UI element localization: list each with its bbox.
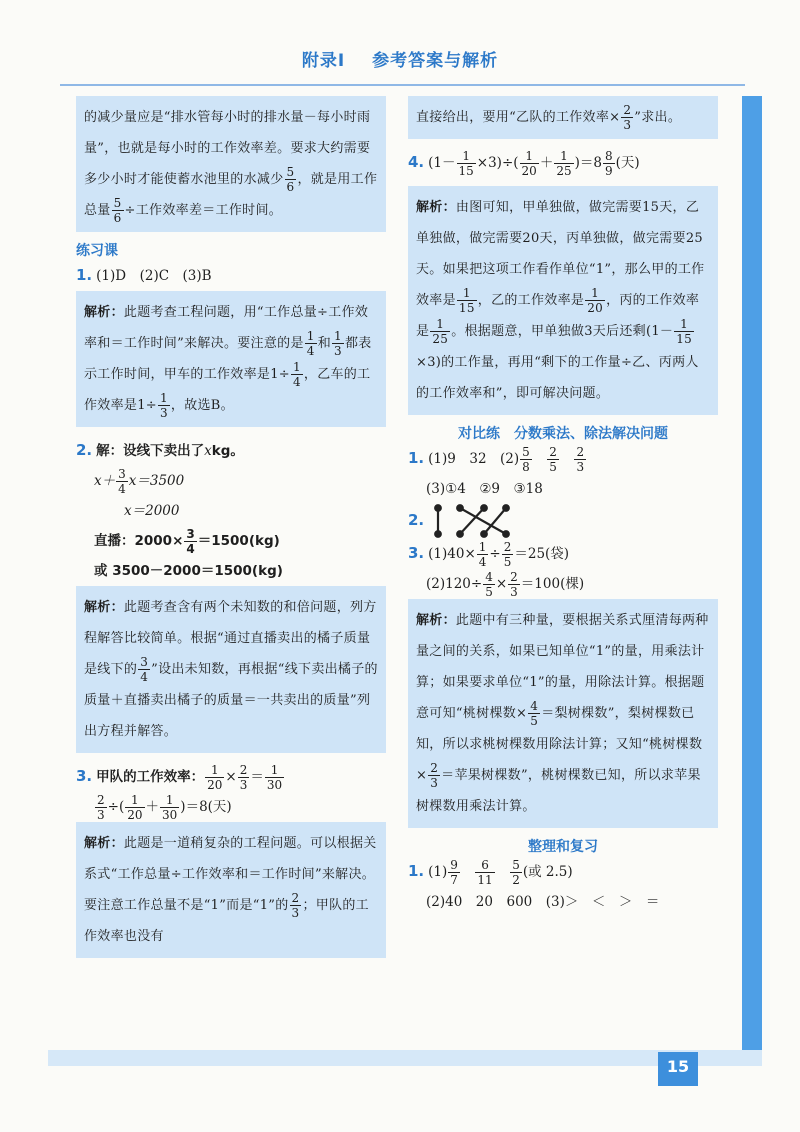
page-number: 15 xyxy=(658,1052,698,1086)
text: ，乙的工作效率是 xyxy=(477,293,585,308)
denominator: 3 xyxy=(334,344,342,358)
fraction xyxy=(508,570,520,599)
denominator: 20 xyxy=(521,164,537,178)
bottom-band xyxy=(48,1050,762,1066)
equation-line xyxy=(76,496,386,526)
text: (或 2.5) xyxy=(522,864,573,880)
denominator: 11 xyxy=(477,873,493,887)
text: 的减少量应是“排水管每小时的排水量－每小时雨量”，也就是每小时的工作效率差。要求大约需要多少小时才能使蓄水池里的水减少 xyxy=(84,110,371,187)
numerator: 2 xyxy=(291,891,300,905)
numerator: 1 xyxy=(457,286,477,301)
text: 直播：2000× xyxy=(94,533,184,549)
denominator: 8 xyxy=(522,460,530,474)
text: ×3)的工作量，再用“剩下的工作量÷乙、丙两人的工作效率和”，即可解决问题。 xyxy=(416,355,699,401)
numerator: 1 xyxy=(292,360,301,374)
fraction xyxy=(477,540,489,569)
analysis-label: 解析： xyxy=(416,200,456,215)
q1-analysis-box xyxy=(76,291,386,427)
text: (1) xyxy=(428,864,448,880)
section-title-practice: 练习课 xyxy=(76,243,118,259)
numerator: 5 xyxy=(522,445,530,459)
numerator: 1 xyxy=(554,149,573,164)
numerator: 2 xyxy=(623,103,632,117)
fraction xyxy=(483,570,495,599)
numerator: 6 xyxy=(475,858,494,873)
operator: × xyxy=(225,769,237,785)
text: ÷( xyxy=(107,799,125,815)
denominator: 3 xyxy=(97,808,105,822)
denominator: 7 xyxy=(450,873,458,887)
denominator: 30 xyxy=(266,778,283,792)
operator: ＋ xyxy=(539,155,554,171)
text: (1)9 32 (2) xyxy=(428,451,520,467)
fraction xyxy=(290,891,302,920)
analysis-label: 解析： xyxy=(84,600,124,615)
analysis-label: 解析： xyxy=(84,305,124,320)
answer-line: (3)①4 ②9 ③18 xyxy=(426,481,543,497)
q2-analysis-box xyxy=(76,586,386,753)
r1-answer xyxy=(408,856,718,917)
fraction xyxy=(603,149,615,178)
page-header xyxy=(0,46,800,71)
text: ＝25(袋) xyxy=(514,546,570,562)
numerator: 1 xyxy=(159,391,168,405)
denominator: 9 xyxy=(604,164,613,178)
fraction xyxy=(554,149,573,178)
fraction xyxy=(502,540,514,569)
text: ＝梨树棵数”，梨树棵数已知，所以求桃树棵数用除法计算；又知“桃树棵数× xyxy=(416,706,703,783)
numerator: 1 xyxy=(306,329,315,343)
variable: x xyxy=(204,443,212,459)
numerator: 1 xyxy=(430,317,450,332)
equation-line xyxy=(76,792,386,822)
denominator: 3 xyxy=(291,906,300,920)
c3-answer xyxy=(408,538,718,599)
numerator: 2 xyxy=(97,793,105,807)
question-number: 2. xyxy=(76,441,93,459)
text: (1－ xyxy=(428,155,456,171)
fraction xyxy=(112,196,124,225)
question-number: 3. xyxy=(76,767,93,785)
operator: ÷ xyxy=(489,546,501,562)
answer-line xyxy=(408,569,718,599)
section-title-comparison: 对比练 分数乘法、除法解决问题 xyxy=(458,426,668,442)
denominator: 15 xyxy=(458,301,475,315)
numerator: 3 xyxy=(118,467,126,481)
denominator: 15 xyxy=(458,164,474,178)
text: 由图可知，甲单独做，做完需要15天，乙单独做，做完需要20天，丙单独做，做完需要25天。如果把这项工作看作单位“1”，那么甲的工作效率是 xyxy=(416,200,705,308)
numerator: 2 xyxy=(549,445,557,459)
fraction xyxy=(430,317,450,346)
text: 解：设线下卖出了 xyxy=(96,443,205,459)
dot xyxy=(436,505,442,511)
numerator: 2 xyxy=(510,570,518,584)
text: )＝8(天) xyxy=(180,799,232,815)
numerator: 1 xyxy=(265,763,284,778)
numerator: 9 xyxy=(450,858,458,872)
text: ÷工作效率差＝工作时间。 xyxy=(124,203,283,218)
numerator: 1 xyxy=(160,793,179,808)
analysis-label: 解析： xyxy=(84,836,124,851)
right-top-box xyxy=(408,96,718,139)
answer-text: (1)D (2)C (3)B xyxy=(96,268,212,284)
numerator: 5 xyxy=(512,858,520,872)
q3-answer xyxy=(76,761,386,822)
numerator: 1 xyxy=(457,149,476,164)
text: 甲队的工作效率： xyxy=(96,769,205,785)
fraction xyxy=(621,103,633,132)
denominator: 30 xyxy=(162,808,178,822)
fraction xyxy=(116,467,128,496)
numerator: 1 xyxy=(125,793,144,808)
question-number: 3. xyxy=(408,544,425,562)
denominator: 5 xyxy=(549,460,557,474)
fraction xyxy=(475,858,494,887)
section-title-review: 整理和复习 xyxy=(528,839,598,855)
operator: × xyxy=(495,576,508,592)
numerator: 2 xyxy=(430,761,439,775)
c1-answer xyxy=(408,443,718,504)
denominator: 3 xyxy=(159,406,168,420)
text: ＝100(棵) xyxy=(520,576,585,592)
numerator: 1 xyxy=(478,540,487,554)
numerator: 5 xyxy=(286,165,295,179)
denominator: 6 xyxy=(113,211,122,225)
numerator: 5 xyxy=(113,196,122,210)
text: x＋ xyxy=(94,473,116,489)
numerator: 1 xyxy=(585,286,605,301)
text: 都表示工作时间，甲车的工作效率是1÷ xyxy=(84,336,372,382)
c3-analysis-box xyxy=(408,599,718,828)
fraction xyxy=(528,699,540,728)
text: x＝2000 xyxy=(124,503,180,519)
denominator: 4 xyxy=(306,344,315,358)
c2-answer xyxy=(408,504,718,538)
denominator: 3 xyxy=(623,118,632,132)
analysis-label: 解析： xyxy=(416,613,456,628)
denominator: 3 xyxy=(576,460,585,474)
equation-line xyxy=(76,526,386,556)
text: 。根据题意，甲单独做3天后还剩(1－ xyxy=(451,324,674,339)
text: x＝3500 xyxy=(128,473,185,489)
q3-analysis-box xyxy=(76,822,386,958)
denominator: 6 xyxy=(286,180,295,194)
numerator: 1 xyxy=(520,149,539,164)
q4-analysis-box xyxy=(408,186,718,415)
text: 此题考查工程问题，用“工作总量÷工作效率和＝工作时间”来解决。要注意的是 xyxy=(84,305,369,351)
fraction xyxy=(291,360,303,389)
denominator: 20 xyxy=(127,808,143,822)
text: ”求出。 xyxy=(634,110,682,125)
fraction xyxy=(520,445,532,474)
q4-answer xyxy=(408,147,718,178)
q2-answer xyxy=(76,435,386,586)
equation-line xyxy=(76,466,386,496)
right-edge-band xyxy=(742,96,762,1052)
fraction xyxy=(457,149,476,178)
text: ＝1500(kg) xyxy=(197,533,280,549)
dot xyxy=(436,531,442,537)
numerator: 3 xyxy=(186,526,195,541)
denominator: 5 xyxy=(530,714,539,728)
numerator: 4 xyxy=(530,699,539,713)
text: ＝苹果树棵数”，桃树棵数已知，所以求苹果树棵数用乘法计算。 xyxy=(416,768,701,814)
q1-answer xyxy=(76,260,386,291)
question-number: 1. xyxy=(408,449,425,467)
text: (2)120÷ xyxy=(426,576,483,592)
fraction xyxy=(428,761,440,790)
matching-lines-diagram xyxy=(432,504,512,538)
denominator: 15 xyxy=(676,332,693,346)
numerator: 4 xyxy=(485,570,493,584)
left-top-analysis-box xyxy=(76,96,386,232)
denominator: 4 xyxy=(140,670,149,684)
fraction xyxy=(160,793,179,822)
text: ；甲队的工作效率也没有 xyxy=(84,898,369,944)
fraction xyxy=(547,445,559,474)
question-number: 1. xyxy=(76,266,93,284)
right-column xyxy=(408,96,718,917)
text: ×3)÷( xyxy=(476,155,519,171)
fraction xyxy=(448,858,460,887)
fraction xyxy=(95,793,107,822)
question-number: 2. xyxy=(408,510,425,529)
text: 直接给出，要用“乙队的工作效率× xyxy=(416,110,621,125)
denominator: 4 xyxy=(292,375,301,389)
denominator: 3 xyxy=(510,585,518,599)
numerator: 2 xyxy=(239,763,248,777)
fraction xyxy=(158,391,170,420)
header-divider xyxy=(60,84,745,86)
text: ，故选B。 xyxy=(170,398,234,413)
numerator: 2 xyxy=(503,540,512,554)
text: 此题中有三种量，要根据关系式厘清每两种量之间的关系，如果已知单位“1”的量，用乘法计算；如果要求单位“1”的量，用除法计算。根据题意可知“桃树棵数× xyxy=(416,613,709,721)
text: (1)40× xyxy=(428,546,476,562)
text: ”设出未知数，再根据“线下卖出橘子的质量＋直播卖出橘子的质量＝一共卖出的质量”列出方程并解答。 xyxy=(84,662,378,739)
match-line xyxy=(460,508,506,534)
left-column xyxy=(76,96,386,958)
operator: ＝ xyxy=(250,769,264,785)
operator: ＋ xyxy=(145,799,160,815)
fraction xyxy=(285,165,297,194)
question-number: 4. xyxy=(408,153,425,171)
text: ，丙的工作效率是 xyxy=(416,293,700,339)
denominator: 20 xyxy=(587,301,604,315)
fraction xyxy=(510,858,522,887)
fraction xyxy=(585,286,605,315)
text: )＝8 xyxy=(574,155,602,171)
text: kg。 xyxy=(211,443,244,459)
numerator: 1 xyxy=(674,317,694,332)
match-line xyxy=(484,508,506,534)
header-part: 附录Ⅰ xyxy=(301,51,346,71)
denominator: 4 xyxy=(478,555,487,569)
numerator: 1 xyxy=(205,763,224,778)
text: (天) xyxy=(615,155,640,171)
match-line xyxy=(460,508,484,534)
denominator: 2 xyxy=(512,873,520,887)
numerator: 8 xyxy=(604,149,613,163)
text: ，就是用工作总量 xyxy=(84,172,378,218)
fraction xyxy=(138,655,150,684)
denominator: 4 xyxy=(186,541,195,556)
fraction xyxy=(125,793,144,822)
fraction xyxy=(674,317,694,346)
answer-line: (2)40 20 600 (3)＞ ＜ ＞ ＝ xyxy=(426,894,660,910)
denominator: 20 xyxy=(207,778,223,792)
denominator: 5 xyxy=(503,555,512,569)
denominator: 3 xyxy=(239,778,248,792)
denominator: 3 xyxy=(430,776,439,790)
fraction xyxy=(265,763,284,792)
fraction xyxy=(574,445,586,474)
question-number: 1. xyxy=(408,862,425,880)
fraction xyxy=(305,329,317,358)
numerator: 2 xyxy=(576,445,585,459)
denominator: 4 xyxy=(118,482,126,496)
header-title: 参考答案与解析 xyxy=(372,51,499,71)
denominator: 25 xyxy=(556,164,572,178)
fraction xyxy=(184,527,196,556)
text: 和 xyxy=(317,336,331,351)
denominator: 5 xyxy=(485,585,493,599)
text: 此题是一道稍复杂的工程问题。可以根据关系式“工作总量÷工作效率和＝工作时间”来解决。要注意工作总量不是“1”而是“1”的 xyxy=(84,836,377,913)
fraction xyxy=(520,149,539,178)
numerator: 3 xyxy=(140,655,149,669)
fraction xyxy=(205,763,224,792)
fraction xyxy=(457,286,477,315)
equation-line: 或 3500－2000＝1500(kg) xyxy=(94,563,283,579)
fraction xyxy=(238,763,250,792)
text: 此题考查含有两个未知数的和倍问题，列方程解答比较简单。根据“通过直播卖出的橘子质量是线下的 xyxy=(84,600,377,677)
numerator: 1 xyxy=(334,329,342,343)
denominator: 25 xyxy=(432,332,449,346)
text: ，乙车的工作效率是1÷ xyxy=(84,367,371,413)
fraction xyxy=(332,329,344,358)
